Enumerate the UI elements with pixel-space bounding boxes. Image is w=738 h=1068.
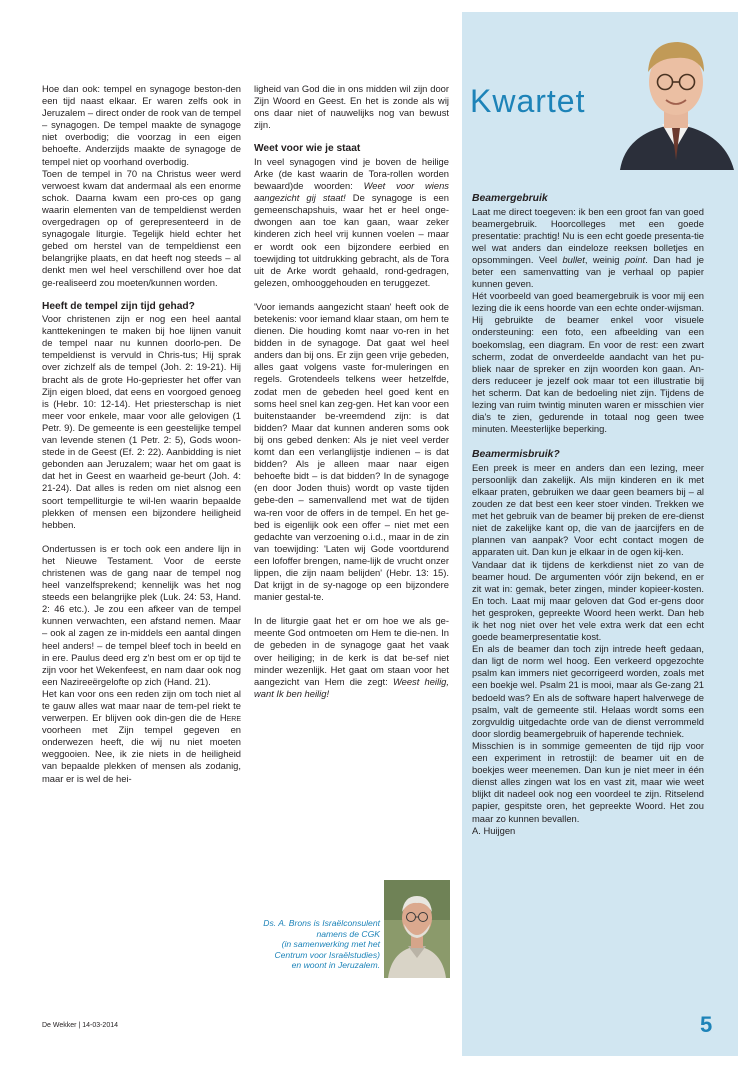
- section-heading: Beamergebruik: [472, 193, 548, 204]
- paragraph: Ondertussen is er toch ook een andere lijn in het Nieuwe Testament. Voor de eerste christenen was de gang naar de tempel nog heel vanzelfsprekend; kennelijk was het nog steeds een belangrijke plek (Luk. 24: 53, Hand. 2: 46 etc.). Je zou een afkeer van de tempel kunnen verwachten, een afstand nemen. Maar – ook al zagen ze in-middels een aantal dingen heel anders! – de tempel bleef toch in beeld en in ere. Paulus deed erg z'n best om er op tijd te zijn voor het Wekenfeest, en nam daar ook nog een Nazireeërgelofte op zich (Hand. 21).: [42, 542, 241, 687]
- text-run: In veel synagogen vind je boven de heilige Arke (de kast waarin de Tora-rollen worden bewaard)de woorden:: [254, 155, 449, 192]
- author-photo: [384, 880, 450, 978]
- caption-line: namens de CGK: [316, 928, 380, 939]
- columnist-portrait-image: [612, 20, 738, 170]
- section-heading: Weet voor wie je staat: [254, 143, 361, 155]
- paragraph: Hoe dan ook: tempel en synagoge beston-den een tijd naast elkaar. Er waren zelfs ook in Jeruzalem – direct onder de rook van de tempel – synagogen. De tempel maakte de synagoge niet overbodig; die voorzag in een eigen behoefte. Anderzijds maakte de synagoge de tempel niet op voorhand overbodig.: [42, 83, 241, 167]
- text-run-italic: Weet voor wiens aangezicht gij staat!: [254, 180, 449, 204]
- text-run: . Dan had je beter een samenvatting van je verhaal op papier kunnen geven.: [472, 253, 704, 290]
- paragraph: ligheid van God die in ons midden wil zijn door Zijn Woord en Geest. En het is zonde als wij ons daar niet of nauwelijks nog van bewust zijn.: [254, 83, 449, 131]
- text-run: Het kan voor ons een reden zijn om toch niet al te gauw alles wat maar naar de tem-pel riekt te verwerpen. Er blijven ook din-gen die de: [42, 687, 241, 724]
- paragraph: Vandaar dat ik tijdens de kerkdienst niet zo van de beamer houd. De argumenten vóór zijn bekend, en er zit wat in: gemak, beter zingen, minder kopieer-kosten. En toch. Laat mij maar geloven dat God er-gens door het gesproken, gepreekte Woord heen werkt. Dan heb ik het nog niet over het vele extra werk dat een echt goede beamerpresentatie kost.: [472, 558, 704, 643]
- text-run: Laat me direct toegeven: ik ben een groot fan van goed beamergebruik. Hoorcolleges met een goede presentatie: prachtig! Nu is een echt goede presenta-tie wel wat anders dan eindeloze reeksen bolletjes en opsommingen. Veel: [472, 205, 704, 265]
- text-run-italic: point: [624, 253, 646, 265]
- caption-line: Centrum voor Israëlstudies): [274, 949, 380, 960]
- paragraph: [254, 156, 449, 289]
- paragraph: [254, 615, 449, 700]
- paragraph: En als de beamer dan toch zijn intrede heeft gedaan, dan ligt de norm wel hoog. Een verkeerd opgezochte psalm kan immers niet gecorrigeerd worden, zoals met een boekje wel. Psalm 21 is mooi, maar als Ge-zang 21 bedoeld was? En als de software hapert halverwege de psalm, valt de gemeente stil. Helaas wordt soms een zorgvuldig uitgedachte orde van de dienst verrommeld door slordig beamergebruik of haperende techniek.: [472, 643, 704, 739]
- caption-line: en woont in Jeruzalem.: [291, 960, 380, 971]
- paragraph: Voor christenen zijn er nog een heel aantal kanttekeningen te maken bij hoe lijnen vanuit de tempel naar nu kunnen doorlo-pen. De tempeldienst is vervuld in Chris-tus; Hij sprak over zichzelf als de tempel (Joh. 2: 19-21). Hij bracht als de grote Ho-gepriester het offer van Zijn eigen bloed, dat eens en voorgoed genoeg is (Hebr. 10: 12-14). Het priesterschap is niet meer voor enkele, maar voor alle gelovigen (1 Petr. 9). De gemeente is een geestelijke tempel van levende stenen (1 Petr. 2: 5), Gods woon-stede in de Geest (Ef. 2: 22). Aanbidding is niet gebonden aan Jeruzalem; waar het om gaat is dat het in Geest en waarheid ge-beurt (Joh. 4: 21-24). Dat alles is reden om niet alsnog een soort tempelliturgie te wil-len waarin bepaalde plekken of mensen een bijzondere heiligheid hebben.: [42, 313, 241, 530]
- columnist-photo: [612, 20, 738, 170]
- text-run: In de liturgie gaat het er om hoe we als ge-meente God ontmoeten om Hem te die-nen. In de gebeden in de synagoge gaat het vaak over heiliging; in de kerk is dat be-sef niet minder wezenlijk. Het gaat om staan voor het aangezicht van Hem die zegt:: [254, 615, 449, 687]
- paragraph: Hét voorbeeld van goed beamergebruik is voor mij een lezing die ik eens hoorde van een echte onder-wijsman. Hij gebruikte de beamer enkel voor visuele ondersteuning: een foto, een afbeelding van een boekomslag, een diagram. En voor de rest: een zwart scherm, zodat de onverdeelde aandacht van het pu-bliek naar de spreker en zijn woorden kon gaan. An-ders reduceer je jezelf ook maar tot een illustratie bij het scherm. Dat kan de bedoeling niet zijn. Tijdens de lezing van ruim twintig minuten waren er misschien vier dia's te zien, gedurende in totaal nog geen twee minuten. Meesterlijke beperking.: [472, 290, 704, 435]
- section-heading: Beamermisbruik?: [472, 449, 560, 461]
- page-number: 5: [700, 1012, 713, 1037]
- text-run-italic: bullet: [562, 253, 585, 265]
- caption-line: (in samenwerking met het: [281, 939, 380, 950]
- section-heading: Heeft de tempel zijn tijd gehad?: [42, 300, 195, 312]
- text-run: voorheen met Zijn tempel gegeven en onderwezen heeft, die wij nu niet moeten weggooien. Nee, ik zie niets in de heiligheid van bepaalde plekken of mensen als zodanig, maar er is wel de hei-: [42, 724, 241, 784]
- footer-issue: De Wekker | 14-03-2014: [42, 1022, 119, 1029]
- text-run: , weinig: [584, 253, 625, 265]
- paragraph: [472, 206, 704, 291]
- paragraph: Misschien is in sommige gemeenten de tijd rijp voor een experiment in retrostijl: de beamer uit en de boekjes weer meenemen. Dan kun je niet meer in één dienst alles zingen wat los en vast zit, maar wie weet blijkt dit nadeel ook nog een voordeel te zijn. Ritselend papier, gespitste oren, het gepreekte Woord. Het zou maar zo kunnen bevallen.: [472, 739, 704, 824]
- caption-line: Ds. A. Brons is Israëlconsulent: [263, 918, 380, 928]
- text-run-smallcaps: Here: [219, 712, 241, 724]
- author-caption: [254, 918, 380, 971]
- paragraph: Een preek is meer en anders dan een lezing, meer persoonlijk dan zakelijk. Als mijn kinderen en ik met elkaar praten, gebruiken we daar geen beamers bij – al zouden ze dat best een keer stoer vinden. Trekken we met het gebruik van de beamer bij preken de ere-dienst niet de zakelijke kant op, die van de jaarcijfers en de plannen van aanpak? Voor echt contact mogen de apparaten uit. Dan kun je elkaar in de ogen kij-ken.: [472, 461, 704, 558]
- author-portrait-image: [384, 880, 450, 978]
- text-run-italic: Weest heilig, want Ik ben heilig!: [254, 675, 449, 699]
- text-run: De synagoge is een gemeenschapshuis, waar het er heel onge-dwongen aan toe kan gaan, waar zeker kinderen zich heel vrij kunnen voelen – maar er wordt ook een bijzondere eerbied en toewijding tot uitdrukking gebracht, als de Tora uit de Arke wordt gehaald, rond-gedragen, gelezen, omhooggehouden en teruggezet.: [254, 192, 449, 288]
- column-sidebar: [472, 193, 704, 837]
- paragraph: [42, 688, 241, 785]
- paragraph: 'Voor iemands aangezicht staan' heeft ook de betekenis: voor iemand klaar staan, om hem te dienen. Die houding komt naar vo-ren in het bidden in de synagoge. Dat gaat wel heel anders dan bij ons. Er zijn geen vrije gebeden, alles gaat volgens vaste for-muleringen en regels. Grotendeels telkens weer hetzelfde, zodat men de gebeden heel goed kent en soms heel snel kan zeg-gen. Het kan voor een buitenstaander be-vreemdend zijn: is dat bidden? Maar dat kunnen anderen soms ook bij ons gebed denken: Als je niet veel verder komt dan een verlanglijstje indienen – is dat bidden? Als je alleen maar naar eigen behoefte bidt – is dat bidden? In de synagoge (en door Joden thuis) wordt op vaste tijden gebe-den – samenvallend met wat de tijden wa-ren voor de offers in de tempel. En het ge-bed is eigenlijk ook een offer – niet met een gedachte van verzoening o.i.d., maar in de zin van toewijding: 'Laten wij Gode voortdurend een lofoffer brengen, name-lijk de vrucht onzer lippen, die zijn naam belijden' (Hebr. 13: 15). Dat krijgt in de sy-nagoge op een bijzondere manier gestal-te.: [254, 300, 449, 603]
- column-middle: [254, 83, 449, 700]
- paragraph: A. Huijgen: [472, 824, 516, 836]
- paragraph: Toen de tempel in 70 na Christus weer werd verwoest kwam dat andermaal als een enorme schok. Daarna kwam een pro-ces op gang waarin elementen van de tempeldienst werden overgedragen op of gerepresenteerd in de synagogale liturgie. Tegelijk hield echter het gebed om herstel van de tempeldienst een belangrijke plaats, en dat heeft nog steeds – al denkt men wel heel verschillend over hoe dat ge-realiseerd zou moeten/kunnen worden.: [42, 167, 241, 288]
- page-title: Kwartet: [470, 83, 586, 119]
- column-left: [42, 83, 241, 785]
